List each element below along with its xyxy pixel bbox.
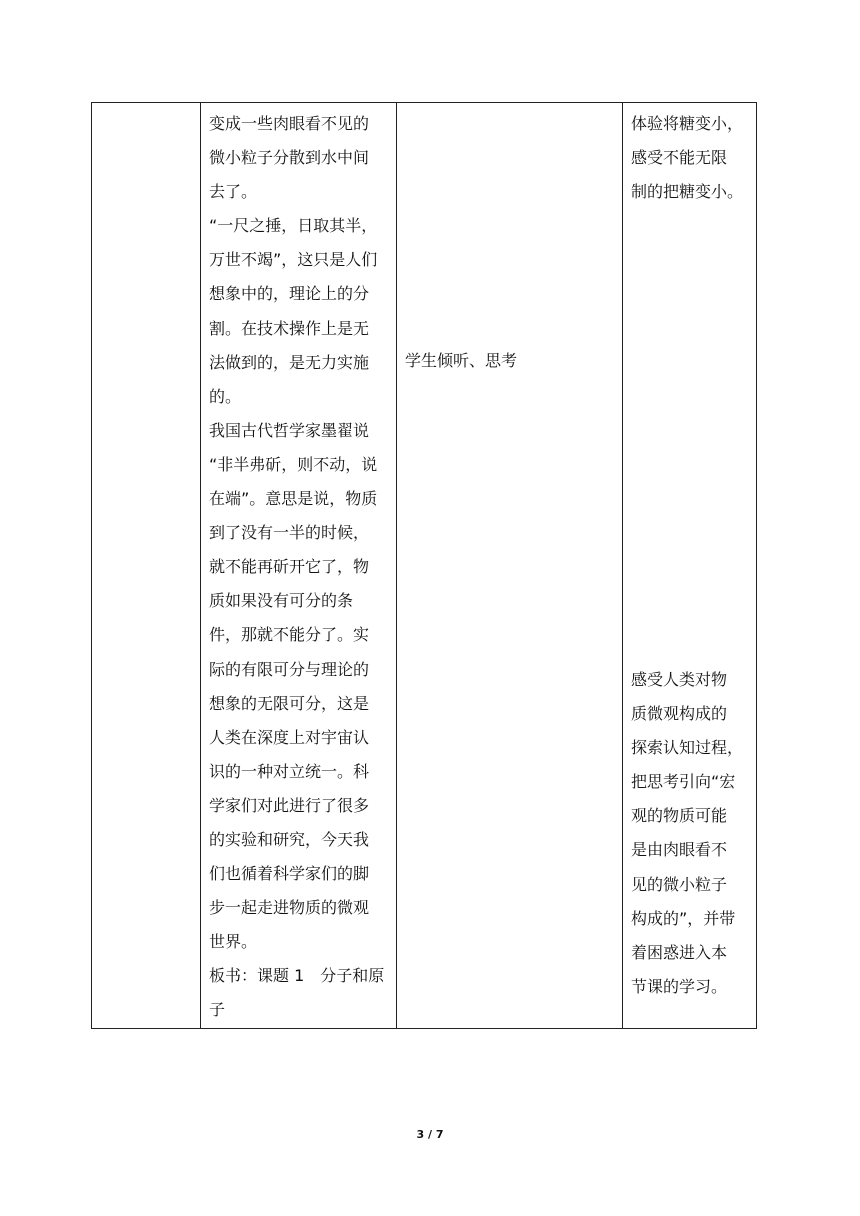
- student-activity-text: 学生倾听、思考: [405, 351, 518, 370]
- text-line: 世界。: [209, 932, 258, 952]
- text-line: 学家们对此进行了很多: [209, 795, 370, 815]
- table-row: [92, 103, 757, 1029]
- design-intent-text-bottom: [623, 659, 768, 1004]
- text-line: 质如果没有可分的条: [209, 591, 354, 611]
- text-line: 际的有限可分与理论的: [209, 659, 370, 679]
- text-line: 法做到的，是无力实施: [209, 352, 370, 372]
- text-line: 件，那就不能分了。实: [209, 625, 370, 645]
- teacher-activity-text: [201, 103, 396, 1028]
- lesson-plan-table: [91, 102, 757, 1029]
- text-line: 去了。: [209, 182, 258, 202]
- text-line: 体验将糖变小，: [631, 114, 744, 133]
- text-line: 着困惑进入本: [631, 942, 728, 962]
- teacher-activity-cell: [201, 103, 397, 1029]
- text-line: 到了没有一半的时候，: [209, 523, 370, 543]
- text-line: 子: [209, 1000, 226, 1020]
- text-line: 的。: [209, 386, 242, 406]
- text-line: 想象的无限可分，这是: [209, 693, 370, 713]
- design-intent-cell: [623, 103, 757, 1029]
- text-line: 在端”。意思是说，物质: [209, 489, 378, 509]
- text-line: 变成一些肉眼看不见的: [209, 114, 370, 133]
- text-line: 感受人类对物: [631, 670, 728, 689]
- text-line: 制的把糖变小。: [631, 182, 744, 202]
- text-line: 们也循着科学家们的脚: [209, 864, 370, 884]
- stage-cell: [92, 103, 201, 1029]
- text-line: 质微观构成的: [631, 704, 728, 724]
- text-line: 的实验和研究，今天我: [209, 829, 370, 849]
- page-number: 3 / 7: [416, 1128, 444, 1141]
- text-line: 割。在技术操作上是无: [209, 318, 370, 338]
- text-line: 万世不竭”，这只是人们: [209, 250, 378, 270]
- student-activity-cell: [397, 103, 623, 1029]
- text-line: “一尺之捶，日取其半，: [209, 216, 378, 236]
- design-intent-text-top: [623, 103, 756, 209]
- text-line: 把思考引向“宏: [631, 772, 736, 792]
- text-line: 见的微小粒子: [631, 874, 728, 894]
- text-line: 探索认知过程，: [631, 738, 744, 758]
- text-line: 是由肉眼看不: [631, 840, 728, 860]
- text-line: 人类在深度上对宇宙认: [209, 727, 370, 747]
- text-line: 我国古代哲学家墨翟说: [209, 420, 370, 440]
- text-line: “非半弗斫，则不动，说: [209, 454, 378, 474]
- text-line: 步一起走进物质的微观: [209, 898, 370, 918]
- text-line: 观的物质可能: [631, 806, 728, 826]
- text-line: 感受不能无限: [631, 148, 728, 168]
- text-line: 构成的”，并带: [631, 908, 736, 928]
- text-line: 节课的学习。: [631, 976, 728, 996]
- text-line: 微小粒子分散到水中间: [209, 148, 370, 168]
- text-line: 想象中的，理论上的分: [209, 284, 370, 304]
- text-line: 板书：课题 1 分子和原: [209, 966, 385, 986]
- text-line: 识的一种对立统一。科: [209, 761, 370, 781]
- text-line: 就不能再斫开它了，物: [209, 557, 370, 577]
